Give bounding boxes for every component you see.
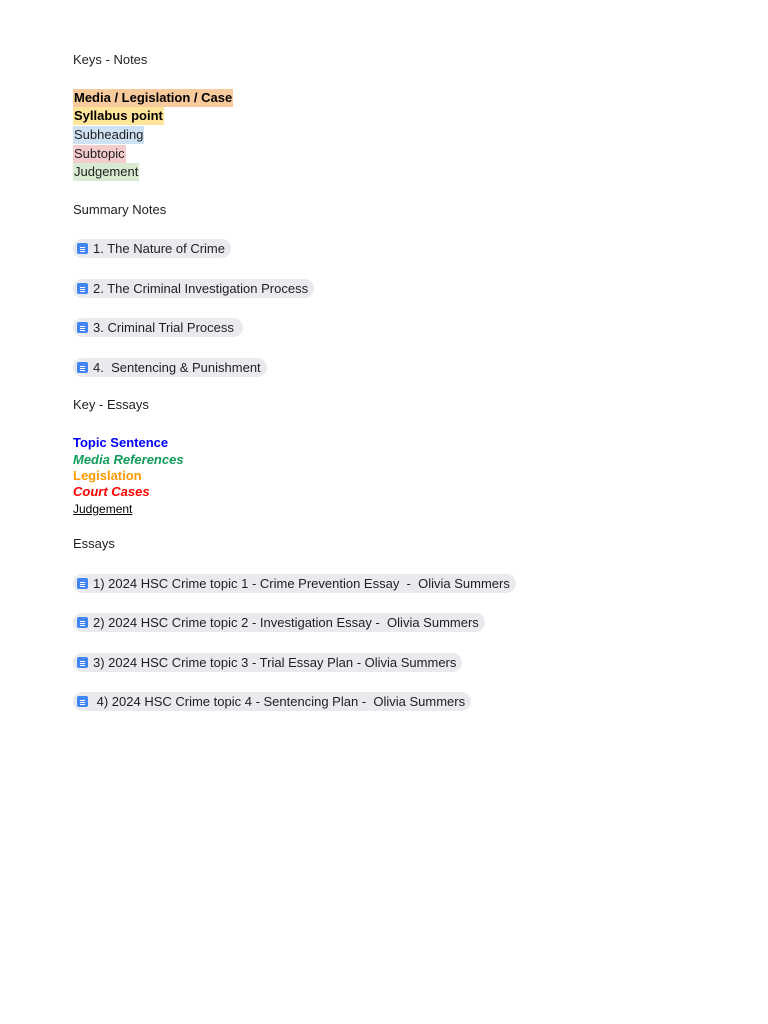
- doc-icon: [77, 578, 88, 589]
- key-subtopic: Subtopic: [74, 146, 125, 161]
- essay-link-sentencing-plan[interactable]: [73, 692, 471, 711]
- doc-icon: [77, 657, 88, 668]
- key-subheading: Subheading: [74, 127, 144, 142]
- essay-key-court-cases: Court Cases: [73, 484, 150, 499]
- doc-icon: [77, 617, 88, 628]
- summary-link-trial-process[interactable]: [73, 318, 243, 337]
- key-essays-heading: Key - Essays: [73, 397, 149, 412]
- essay-key-topic-sentence: Topic Sentence: [73, 435, 169, 450]
- link-label: 1) 2024 HSC Crime topic 1 - Crime Prevention Essay - Olivia Summers: [93, 576, 510, 591]
- link-label: 1. The Nature of Crime: [93, 241, 225, 256]
- essay-link-investigation[interactable]: [73, 613, 485, 632]
- doc-icon: [77, 362, 88, 373]
- doc-icon: [77, 696, 88, 707]
- keys-notes-heading: Keys - Notes: [73, 52, 148, 67]
- essay-key-legislation: Legislation: [73, 468, 142, 483]
- link-label: 2) 2024 HSC Crime topic 2 - Investigation Essay - Olivia Summers: [93, 615, 479, 630]
- summary-notes-heading: Summary Notes: [73, 202, 167, 217]
- key-media-legislation-case: Media / Legislation / Case: [74, 90, 233, 105]
- doc-icon: [77, 283, 88, 294]
- link-label: 3. Criminal Trial Process: [93, 320, 238, 335]
- key-syllabus-point: Syllabus point: [74, 108, 163, 123]
- doc-icon: [77, 322, 88, 333]
- essays-heading: Essays: [73, 536, 115, 551]
- essay-link-crime-prevention[interactable]: [73, 574, 516, 593]
- key-judgement: Judgement: [74, 164, 139, 179]
- essay-link-trial-plan[interactable]: [73, 653, 462, 672]
- link-label: 2. The Criminal Investigation Process: [93, 281, 309, 296]
- essay-key-media-references: Media References: [73, 452, 184, 467]
- link-label: 4. Sentencing & Punishment: [93, 360, 261, 375]
- summary-link-investigation-process[interactable]: [73, 279, 314, 298]
- essay-key-judgement: Judgement: [73, 502, 133, 516]
- link-label: 3) 2024 HSC Crime topic 3 - Trial Essay Plan - Olivia Summers: [93, 655, 457, 670]
- doc-icon: [77, 243, 88, 254]
- summary-link-nature-of-crime[interactable]: [73, 239, 231, 258]
- link-label: 4) 2024 HSC Crime topic 4 - Sentencing Plan - Olivia Summers: [93, 694, 466, 709]
- summary-link-sentencing-punishment[interactable]: [73, 358, 267, 377]
